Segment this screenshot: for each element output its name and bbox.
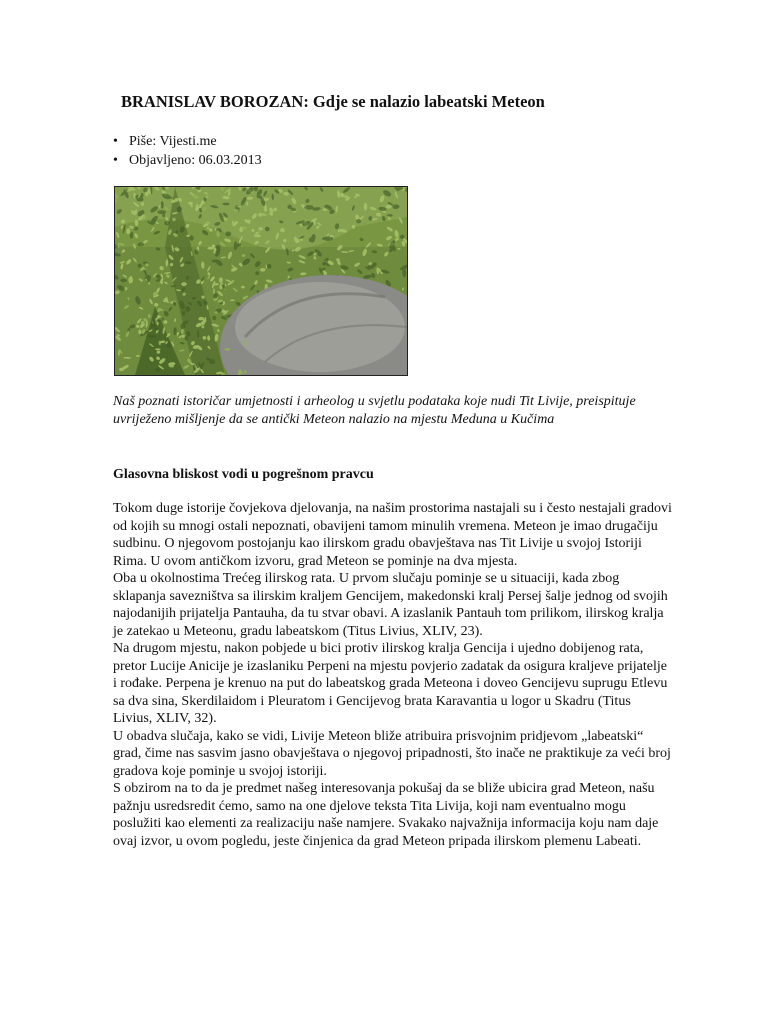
article-body [113, 500, 673, 850]
body-paragraph: S obzirom na to da je predmet našeg interesovanja pokušaj da se bliže ubicira grad Meteon, našu pažnju usredsredit ćemo, samo na one djelove teksta Tita Livija, koji nam eventualno mogu poslužiti kao elementi za realizaciju naše namjere. Svakako najvažnija informacija koju nam daje ovaj izvor, u ovom pogledu, jeste činjenica da grad Meteon pripada ilirskom plemenu Labeati. [113, 781, 659, 849]
section-subheading: Glasovna bliskost vodi u pogrešnom pravcu [113, 467, 374, 482]
body-paragraph: Tokom duge istorije čovjekova djelovanja, na našim prostorima nastajali su i često nestajali gradovi od kojih su mnogi ostali nepoznati, obavijeni tamom minulih vremena. Meteon je imao drugačiju sudbinu. O njegovom postojanju kao ilirskom gradu obavještava nas Tit Livije u svojoj Istoriji Rima. U ovom antičkom izvoru, grad Meteon se pominje na dva mjesta. [113, 501, 672, 569]
photo-caption: Naš poznati istoričar umjetnosti i arheolog u svjetlu podataka koje nudi Tit Livije, preispituje uvriježeno mišljenje da se antički Meteon nalazio na mjestu Meduna u Kučima [113, 394, 636, 427]
author-line: • Piše: Vijesti.me [113, 132, 262, 151]
body-paragraph: Na drugom mjestu, nakon pobjede u bici protiv ilirskog kralja Gencija i ujedno dobijenog rata, pretor Lucije Anicije je izaslaniku Perpeni na mjestu povjerio zadatak da osigura kraljeve prijatelje i rođake. Perpena je krenuo na put do labeatskog grada Meteona i doveo Gencijevu suprugu Etlevu sa dva sina, Skerdilaidom i Pleuratom i Gencijevog brata Karavantia u logor u Skadru (Titus Livius, XLIV, 32). [113, 641, 668, 726]
published-date-line: • Objavljeno: 06.03.2013 [113, 151, 262, 170]
body-paragraph: U obadva slučaja, kako se vidi, Livije Meteon bliže atribuira prisvojnim pridjevom „labeatski“ grad, čime nas sasvim jasno obavještava o njegovoj pripadnosti, što inače ne praktikuje za veći broj gradova koje pominje u svojoj istoriji. [113, 728, 671, 779]
foliage-stone-illustration [115, 187, 407, 375]
article-photo [114, 186, 408, 376]
article-title: BRANISLAV BOROZAN: Gdje se nalazio labeatski Meteon [121, 92, 545, 111]
article-meta-list [113, 132, 262, 170]
body-paragraph: Oba u okolnostima Trećeg ilirskog rata. U prvom slučaju pominje se u situaciji, kada zbog sklapanja savezništva sa ilirskim kraljem Gencijem, makedonski kralj Persej šalje jednog od svojih najodanijih prijatelja Pantauha, da tu stvar obavi. A izaslanik Pantauh tom prilikom, ilirskog kralja je zatekao u Meteonu, gradu labeatskom (Titus Livius, XLIV, 23). [113, 571, 668, 639]
